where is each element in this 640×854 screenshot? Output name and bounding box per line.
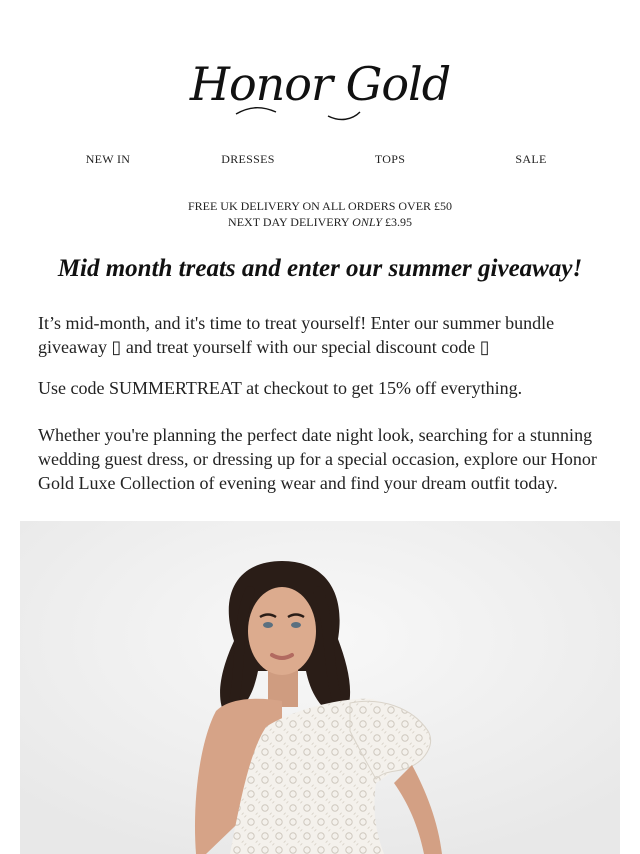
- hero-image[interactable]: [20, 521, 620, 854]
- next-day-delivery-line: [0, 214, 640, 230]
- brand-logo[interactable]: [0, 56, 640, 128]
- main-navigation: [0, 152, 640, 170]
- next-day-prefix: NEXT DAY DELIVERY: [228, 215, 353, 229]
- left-eye: [263, 622, 273, 628]
- nav-item-sale[interactable]: SALE: [515, 152, 547, 166]
- discount-code-paragraph: Use code SUMMERTREAT at checkout to get 15% off everything.: [38, 378, 523, 398]
- nav-item-dresses[interactable]: DRESSES: [221, 152, 275, 166]
- free-delivery-line: FREE UK DELIVERY ON ALL ORDERS OVER £50: [187, 199, 453, 213]
- model-illustration: [20, 521, 620, 854]
- logo-flourish-right: [328, 112, 360, 119]
- next-day-emphasis: ONLY: [352, 215, 382, 229]
- email-headline: Mid month treats and enter our summer giveaway!: [57, 255, 583, 282]
- nav-item-tops[interactable]: TOPS: [374, 152, 406, 166]
- logo-wordmark: [0, 56, 640, 128]
- right-eye: [291, 622, 301, 628]
- intro-paragraph: It’s mid-month, and it's time to treat yourself! Enter our summer bundle giveaway ▯ and treat yourself with our special discount code ▯: [38, 313, 555, 357]
- delivery-promo: [0, 198, 640, 230]
- logo-text: Honor Gold: [189, 57, 451, 111]
- collection-paragraph: Whether you're planning the perfect date night look, searching for a stunning wedding guest dress, or dressing up for a special occasion, explore our Honor Gold Luxe Collection of evening wear and find your dream outfit today.: [38, 425, 597, 493]
- next-day-price: £3.95: [381, 215, 412, 229]
- nav-item-new-in[interactable]: NEW IN: [85, 152, 131, 166]
- face: [248, 587, 316, 675]
